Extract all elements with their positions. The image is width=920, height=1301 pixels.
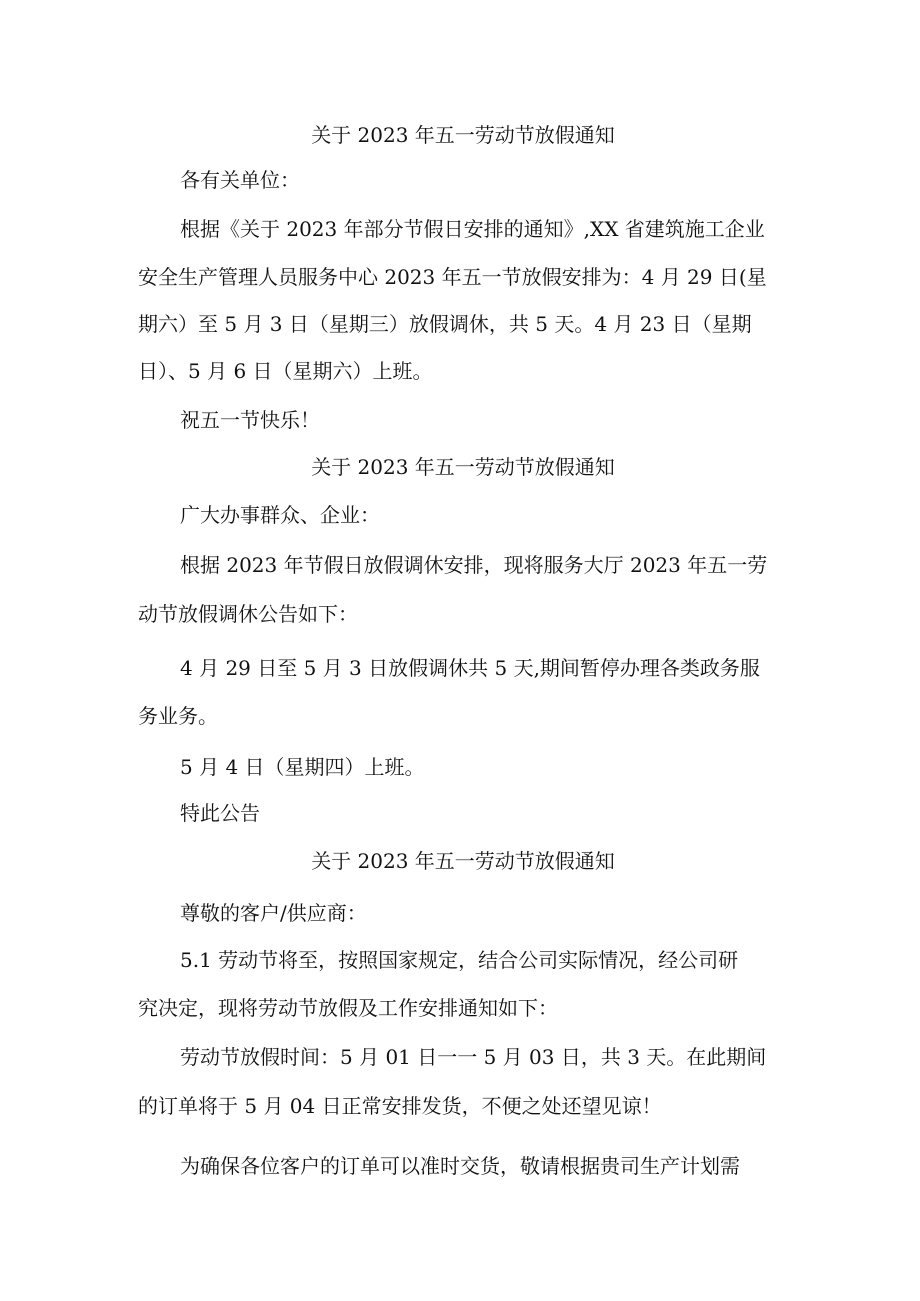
notice-2-body-line: 务业务。 [138, 704, 218, 728]
notice-3-body-line: 劳动节放假时间：5 月 01 日一一 5 月 03 日，共 3 天。在此期间 [180, 1045, 767, 1069]
notice-1-closing: 祝五一节快乐！ [180, 408, 320, 432]
notice-2-body-line: 5 月 4 日（星期四）上班。 [180, 755, 425, 779]
notice-2-body-line: 动节放假调休公告如下： [138, 602, 358, 626]
notice-2-salutation: 广大办事群众、企业： [180, 503, 380, 527]
notice-1-body-line: 根据《关于 2023 年部分节假日安排的通知》,XX 省建筑施工企业 [180, 217, 765, 241]
notice-2-closing: 特此公告 [180, 801, 260, 825]
notice-3-body-line: 的订单将于 5 月 04 日正常安排发货，不便之处还望见谅！ [138, 1094, 662, 1118]
notice-3-salutation: 尊敬的客户/供应商： [180, 901, 367, 925]
notice-3-body-line: 5.1 劳动节将至，按照国家规定，结合公司实际情况，经公司研 [180, 948, 739, 972]
notice-1-body-line: 期六）至 5 月 3 日（星期三）放假调休，共 5 天。4 月 23 日（星期 [138, 312, 752, 336]
notice-2-body-line: 根据 2023 年节假日放假调休安排，现将服务大厅 2023 年五一劳 [180, 553, 768, 577]
notice-3-title: 关于 2023 年五一劳动节放假通知 [311, 849, 615, 873]
notice-3-body-line: 为确保各位客户的订单可以准时交货，敬请根据贵司生产计划需 [180, 1154, 740, 1178]
notice-1-body-line: 安全生产管理人员服务中心 2023 年五一节放假安排为：4 月 29 日(星 [138, 265, 767, 289]
notice-1-body-line: 日）、5 月 6 日（星期六）上班。 [138, 359, 433, 383]
notice-2-title: 关于 2023 年五一劳动节放假通知 [311, 455, 615, 479]
notice-2-body-line: 4 月 29 日至 5 月 3 日放假调休共 5 天,期间暂停办理各类政务服 [180, 656, 760, 680]
notice-1-salutation: 各有关单位： [180, 168, 300, 192]
notice-1-title: 关于 2023 年五一劳动节放假通知 [311, 123, 615, 147]
notice-3-body-line: 究决定，现将劳动节放假及工作安排通知如下： [138, 996, 558, 1020]
